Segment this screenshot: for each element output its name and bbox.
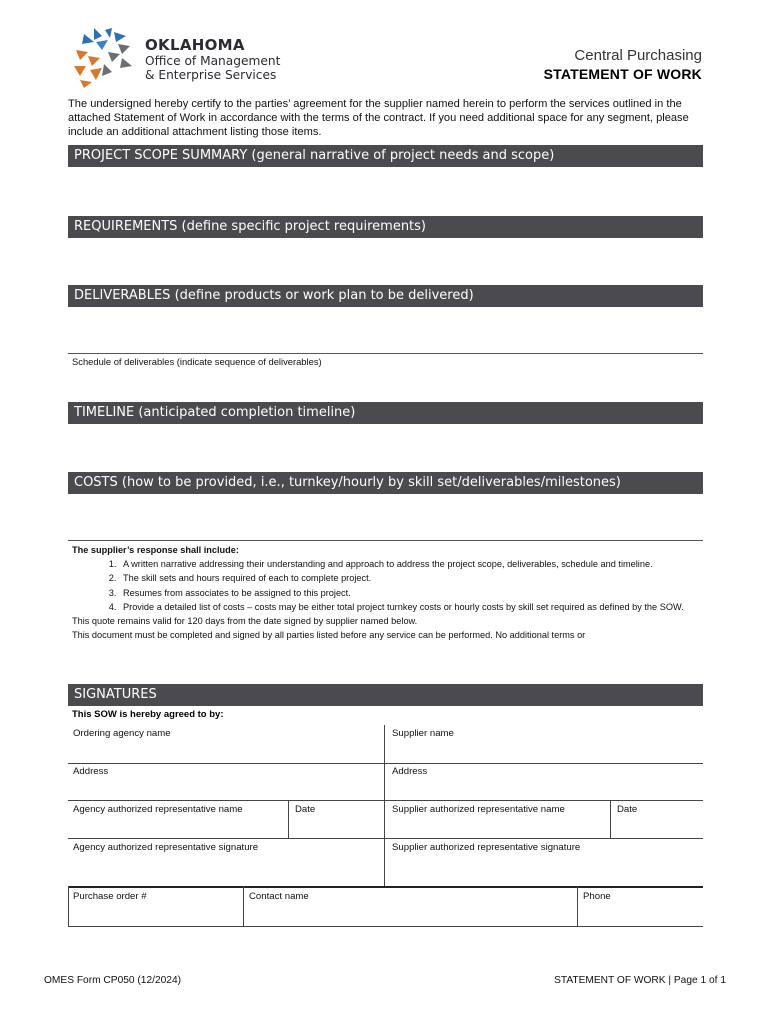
department-name: Central Purchasing [574,47,702,64]
agency-date-field[interactable]: Date [295,804,316,815]
purchase-order-field[interactable]: Purchase order # [73,891,147,902]
sig-row-divider [68,763,703,764]
logo-state-name: OKLAHOMA [145,36,245,54]
section-project-scope: PROJECT SCOPE SUMMARY (general narrative of project needs and scope) [68,145,703,167]
phone-field[interactable]: Phone [583,891,611,902]
response-divider [68,540,703,541]
sig-col-divider [243,886,244,926]
supplier-name-field[interactable]: Supplier name [392,728,454,739]
sig-row-divider [68,838,703,839]
supplier-signature-field[interactable]: Supplier authorized representative signature [392,842,581,853]
ordering-agency-field[interactable]: Ordering agency name [73,728,171,739]
sig-col-divider [610,800,611,838]
quote-validity: This quote remains valid for 120 days from the date signed by supplier named below. [72,616,418,627]
schedule-label: Schedule of deliverables (indicate sequence of deliverables) [72,356,322,367]
logo-line-1: Office of Management [145,54,281,68]
section-deliverables: DELIVERABLES (define products or work plan to be delivered) [68,285,703,307]
section-timeline: TIMELINE (anticipated completion timeline) [68,402,703,424]
response-item: 1. A written narrative addressing their understanding and approach to address the project scope, deliverables, schedule and timeline. [119,557,702,571]
agency-rep-name-field[interactable]: Agency authorized representative name [73,804,243,815]
supplier-date-field[interactable]: Date [617,804,638,815]
page-indicator: STATEMENT OF WORK | Page 1 of 1 [554,975,726,986]
completion-note: This document must be completed and signed by all parties listed before any service can be performed. No additional terms or [72,630,586,641]
sig-col-divider [577,886,578,926]
sig-col-divider [384,725,385,886]
section-signatures: SIGNATURES [68,684,703,706]
supplier-response [72,543,702,642]
schedule-divider [68,353,703,354]
contact-name-field[interactable]: Contact name [249,891,309,902]
sig-row-divider [68,886,703,888]
section-requirements: REQUIREMENTS (define specific project requirements) [68,216,703,238]
omes-logo-icon [72,26,134,90]
supplier-address-field[interactable]: Address [392,766,428,777]
response-item: 3. Resumes from associates to be assigned to this project. [119,586,702,600]
section-costs: COSTS (how to be provided, i.e., turnkey/hourly by skill set/deliverables/milestones) [68,472,703,494]
agency-address-field[interactable]: Address [73,766,109,777]
intro-paragraph: The undersigned hereby certify to the parties’ agreement for the supplier named herein to perform the services outlined in the attached Statement of Work in accordance with the terms of the contract. If you need additional space for any segment, please include an additional attachment listing those items. [68,98,689,138]
response-list [72,557,702,614]
logo-line-2: & Enterprise Services [145,68,277,83]
sig-row-divider [68,926,703,927]
supplier-rep-name-field[interactable]: Supplier authorized representative name [392,804,565,815]
document-title: STATEMENT OF WORK [543,66,702,82]
response-item: 4. Provide a detailed list of costs – costs may be either total project turnkey costs or hourly costs by skill set required as defined by the SOW. [119,600,702,614]
sig-col-divider [288,800,289,838]
sig-row-divider [68,800,703,801]
form-number: OMES Form CP050 (12/2024) [44,975,182,986]
signatures-subtitle: This SOW is hereby agreed to by: [72,709,224,720]
response-heading: The supplier’s response shall include: [72,545,239,555]
response-item: 2. The skill sets and hours required of each to complete project. [119,571,702,585]
omes-logo-text [145,38,280,81]
sig-col-divider [68,886,69,926]
agency-signature-field[interactable]: Agency authorized representative signature [73,842,259,853]
